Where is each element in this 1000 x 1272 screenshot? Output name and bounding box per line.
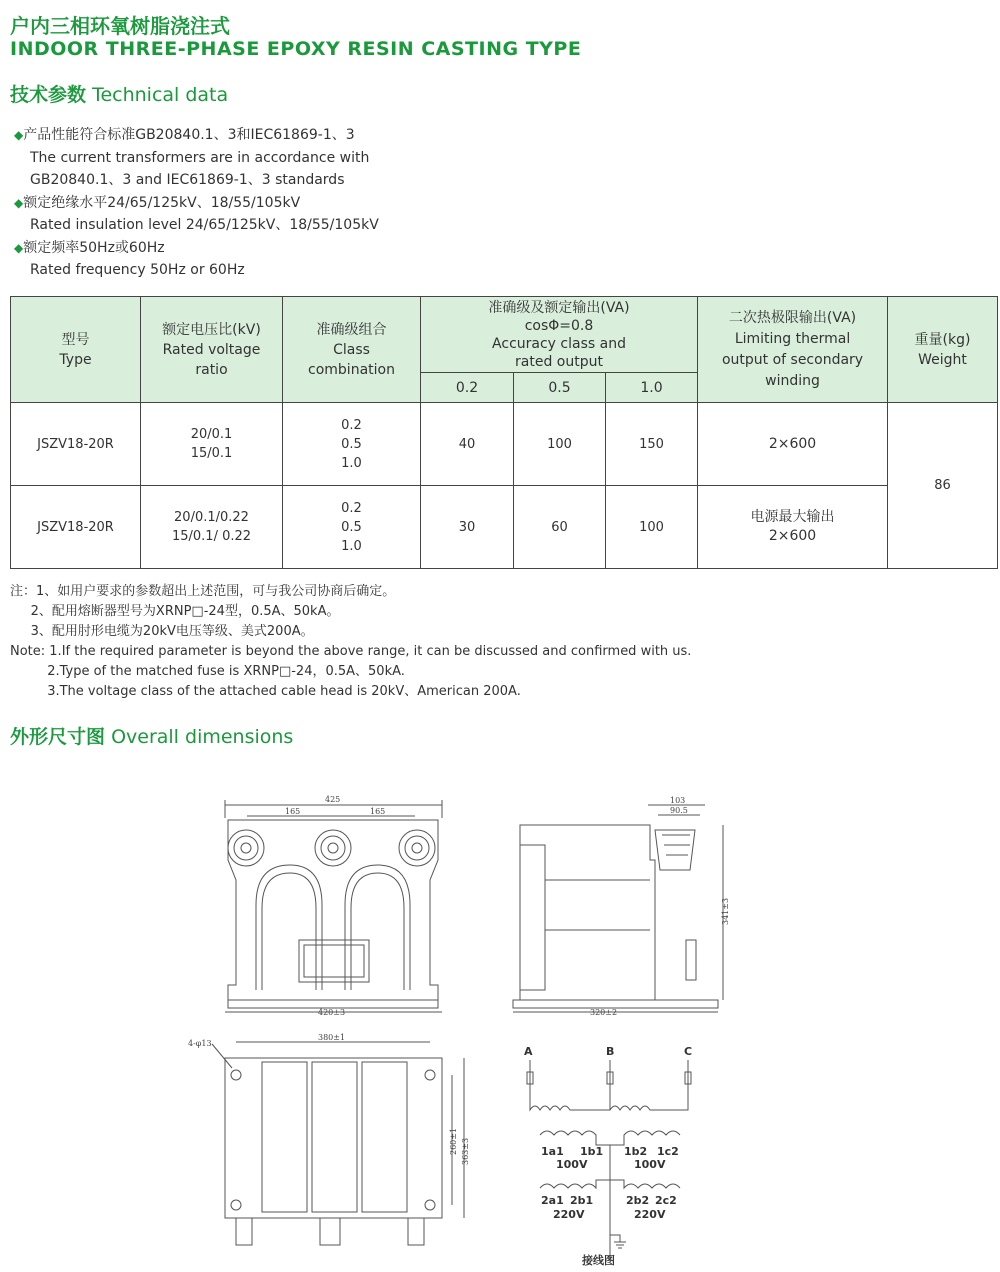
- wiring-caption: 接线图: [582, 1254, 615, 1267]
- header-accuracy: 准确级及额定输出(VA) cosΦ=0.8 Accuracy class and rated output: [421, 297, 698, 373]
- dim-side-height: 341±3: [721, 897, 730, 925]
- side-view: [513, 796, 730, 1017]
- terminal-1a1: 1a1: [541, 1145, 564, 1158]
- technical-heading-en: Technical data: [92, 84, 229, 106]
- cell-ratio: 20/0.1 15/0.1: [141, 403, 283, 486]
- dim-span: 380±1: [318, 1033, 346, 1042]
- note-line: 3.The voltage class of the attached cable head is 20kV、American 200A.: [10, 684, 521, 699]
- dim-d1: 260±1: [449, 1127, 458, 1155]
- top-view: [188, 1033, 470, 1245]
- header-type: 型号 Type: [11, 297, 141, 403]
- header-class: 准确级组合 Class combination: [283, 297, 421, 403]
- diamond-icon: ◆: [14, 195, 24, 210]
- cell-v02: 30: [421, 486, 514, 569]
- terminal-2b2: 2b2: [626, 1194, 650, 1207]
- terminal-1c2: 1c2: [657, 1145, 679, 1158]
- dim-side-base: 320±2: [590, 1008, 618, 1017]
- header-acc-02: 0.2: [421, 373, 514, 403]
- dim-side-top2: 90.5: [670, 806, 688, 815]
- dimensions-heading-en: Overall dimensions: [111, 726, 294, 748]
- cell-v10: 150: [606, 403, 698, 486]
- terminal-2c2: 2c2: [655, 1194, 677, 1207]
- cell-type: JSZV18-20R: [11, 403, 141, 486]
- terminal-1b1: 1b1: [580, 1145, 604, 1158]
- spec-item: ◆产品性能符合标准GB20840.1、3和IEC61869-1、3: [14, 127, 355, 143]
- note-line: 2.Type of the matched fuse is XRNP□-24，0.5A、50kA.: [10, 664, 405, 679]
- note-line: Note: 1.If the required parameter is beyond the above range, it can be discussed and confirmed with us.: [10, 644, 692, 659]
- voltage-220v-left: 220V: [553, 1208, 585, 1221]
- ground-icon: [610, 1235, 626, 1248]
- terminal-2b1: 2b1: [570, 1194, 594, 1207]
- cell-weight: 86: [888, 403, 998, 569]
- cell-limiting: 2×600: [698, 403, 888, 486]
- front-view: [225, 795, 442, 1017]
- spec-item: ◆额定频率50Hz或60Hz: [14, 239, 165, 256]
- dim-side-top1: 103: [670, 796, 686, 805]
- note-line: 注：1、如用户要求的参数超出上述范围，可与我公司协商后确定。: [10, 584, 396, 599]
- voltage-220v-right: 220V: [634, 1208, 666, 1221]
- page-title-en: INDOOR THREE-PHASE EPOXY RESIN CASTING TYPE: [10, 38, 582, 60]
- page-title-zh: 户内三相环氧树脂浇注式: [10, 14, 230, 38]
- phase-b-label: B: [606, 1045, 615, 1058]
- spec-item-en: Rated frequency 50Hz or 60Hz: [30, 262, 245, 278]
- phase-c-label: C: [684, 1045, 693, 1058]
- voltage-100v-left: 100V: [556, 1158, 588, 1171]
- cell-type: JSZV18-20R: [11, 486, 141, 569]
- cell-v05: 60: [514, 486, 606, 569]
- terminal-1b2: 1b2: [624, 1145, 648, 1158]
- cell-v02: 40: [421, 403, 514, 486]
- note-line: 3、配用肘形电缆为20kV电压等级、美式200A。: [10, 624, 314, 639]
- spec-item-en: Rated insulation level 24/65/125kV、18/55/105kV: [30, 217, 379, 233]
- note-line: 2、配用熔断器型号为XRNP□-24型，0.5A、50kA。: [10, 604, 340, 619]
- spec-item: ◆额定绝缘水平24/65/125kV、18/55/105kV: [14, 194, 301, 211]
- cell-limiting: 电源最大输出 2×600: [698, 486, 888, 569]
- cell-class: 0.2 0.5 1.0: [283, 486, 421, 569]
- terminal-2a1: 2a1: [541, 1194, 564, 1207]
- wiring-diagram: [524, 1045, 692, 1267]
- diamond-icon: ◆: [14, 128, 24, 142]
- cell-ratio: 20/0.1/0.22 15/0.1/ 0.22: [141, 486, 283, 569]
- header-ratio: 额定电压比(kV) Rated voltage ratio: [141, 297, 283, 403]
- technical-heading-zh: 技术参数: [10, 84, 87, 106]
- header-weight: 重量(kg) Weight: [888, 297, 998, 403]
- diamond-icon: ◆: [14, 240, 24, 255]
- dim-holes: 4-φ13: [188, 1039, 212, 1048]
- dim-front-half2: 165: [370, 807, 386, 816]
- header-acc-10: 1.0: [606, 373, 698, 403]
- voltage-100v-right: 100V: [634, 1158, 666, 1171]
- dim-front-base: 420±3: [318, 1008, 346, 1017]
- header-limiting: 二次热极限输出(VA) Limiting thermal output of secondary winding: [698, 297, 888, 403]
- phase-a-label: A: [524, 1045, 533, 1058]
- dim-front-half1: 165: [285, 807, 301, 816]
- dim-d2: 363±3: [461, 1137, 470, 1165]
- spec-item-en: GB20840.1、3 and IEC61869-1、3 standards: [30, 172, 345, 188]
- header-acc-05: 0.5: [514, 373, 606, 403]
- cell-v05: 100: [514, 403, 606, 486]
- cell-v10: 100: [606, 486, 698, 569]
- dimensions-heading-zh: 外形尺寸图: [10, 726, 106, 748]
- dim-front-width: 425: [325, 795, 341, 804]
- cell-class: 0.2 0.5 1.0: [283, 403, 421, 486]
- spec-item-en: The current transformers are in accordance with: [30, 149, 370, 166]
